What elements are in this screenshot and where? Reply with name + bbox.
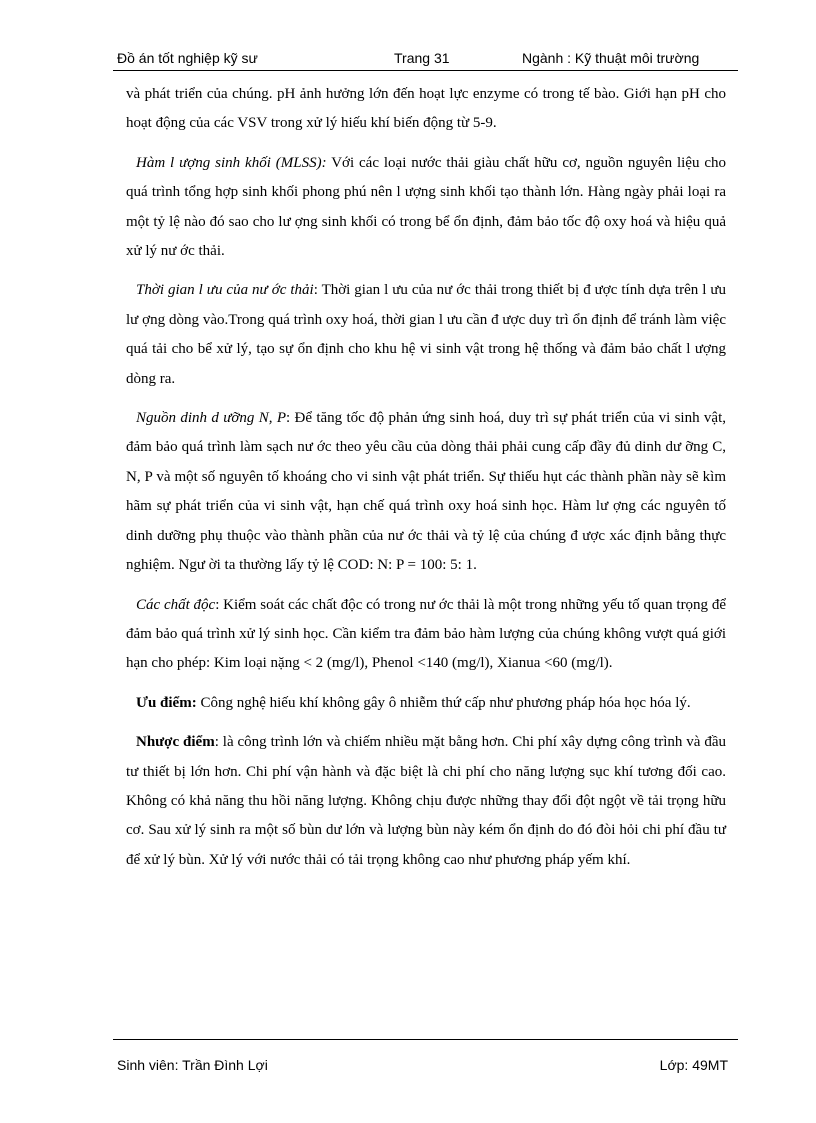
paragraph-label: Nhược điểm (136, 734, 215, 751)
paragraph-text: : Để tăng tốc độ phản ứng sinh hoá, duy trì sự phát triển của vi sinh vật, đảm bảo quá trình làm sạch nư ớc theo yêu cầu của dòng thải phải cung cấp đầy đủ dinh dư ỡng C, N, P và một số nguyên tố khoáng cho vi sinh vật phát triển. Sự thiếu hụt các thành phần này sẽ kìm hãm sự phát triển của vi sinh vật, hạn chế quá trình oxy hoá sinh học. Hàm lư ợng các nguyên tố dinh dưỡng phụ thuộc vào thành phần của nư ớc thải và tỷ lệ của chúng đ ược xác định bằng thực nghiệm. Ngư ời ta thường lấy tỷ lệ COD: N: P = 100: 5: 1. (126, 410, 727, 574)
paragraph-label: Các chất độc (136, 596, 216, 613)
paragraph-text: và phát triển của chúng. pH ảnh hưởng lớn đến hoạt lực enzyme có trong tế bào. Giới hạn pH cho hoạt động của các VSV trong xử lý hiếu khí biến động từ 5-9. (126, 86, 726, 132)
page-footer (113, 1039, 738, 1080)
paragraph-mlss (126, 149, 726, 267)
paragraph-text: : là công trình lớn và chiếm nhiều mặt bằng hơn. Chi phí xây dựng công trình và đầu tư thiết bị lớn hơn. Chi phí vận hành và đặc biệt là chi phí cho năng lượng sục khí tương đối cao. Không có khả năng thu hồi năng lượng. Không chịu được những thay đổi đột ngột về tải trọng hữu cơ. Sau xử lý sinh ra một số bùn dư lớn và lượng bùn này kém ổn định do đó đòi hỏi chi phí đầu tư để xử lý bùn. Xử lý với nước thải có tải trọng không cao như phương pháp yếm khí. (126, 734, 726, 868)
header-thesis-title: Đồ án tốt nghiệp kỹ sư (117, 50, 258, 66)
paragraph-label: Thời gian l ưu của nư ớc thải (136, 282, 314, 299)
page-header (113, 48, 738, 71)
header-page-number: Trang 31 (394, 50, 450, 66)
paragraph-advantages (126, 689, 726, 718)
footer-class: Lớp: 49MT (659, 1057, 728, 1073)
paragraph-label: Nguồn dinh d ưỡng N, P (136, 410, 286, 427)
paragraph-toxins (126, 591, 726, 679)
paragraph-text: Công nghệ hiếu khí không gây ô nhiễm thứ cấp như phương pháp hóa học hóa lý. (196, 694, 691, 711)
paragraph-retention-time (126, 276, 726, 394)
paragraph-text: : Kiểm soát các chất độc có trong nư ớc thải là một trong những yếu tố quan trọng để đảm bảo quá trình xử lý sinh học. Cần kiểm tra đảm bảo hàm lượng của chúng không vượt quá giới hạn cho phép: Kim loại nặng < 2 (mg/l), Phenol <140 (mg/l), Xianua <60 (mg/l). (126, 596, 726, 672)
paragraph-disadvantages (126, 728, 726, 875)
footer-student-name: Sinh viên: Trần Đình Lợi (117, 1057, 268, 1073)
paragraph-text: Với các loại nước thải giàu chất hữu cơ, nguồn nguyên liệu cho quá trình tổng hợp sinh khối phong phú nên l ượng sinh khối tạo thành lớn. Hàng ngày phải loại ra một tỷ lệ nào đó sao cho lư ợng sinh khối có trong bể ổn định, đảm bảo tốc độ oxy hoá và hiệu quả xử lý nư ớc thải. (126, 154, 726, 260)
paragraph-label: Ưu điểm: (136, 694, 197, 711)
document-body (126, 80, 726, 883)
paragraph-text: : Thời gian l ưu của nư ớc thải trong thiết bị đ ược tính dựa trên l ưu lư ợng dòng vào.Trong quá trình oxy hoá, thời gian l ưu cần đ ược duy trì ổn định để tránh làm việc quá tải cho bể xử lý, tạo sự ổn định cho khu hệ vi sinh vật trong hệ thống và đảm bảo chất l ượng dòng ra. (126, 282, 727, 387)
paragraph-label: Hàm l ượng sinh khối (MLSS): (136, 154, 327, 171)
header-major: Ngành : Kỹ thuật môi trường (522, 50, 700, 66)
paragraph-ph-intro (126, 80, 726, 139)
paragraph-nutrients (126, 404, 726, 580)
